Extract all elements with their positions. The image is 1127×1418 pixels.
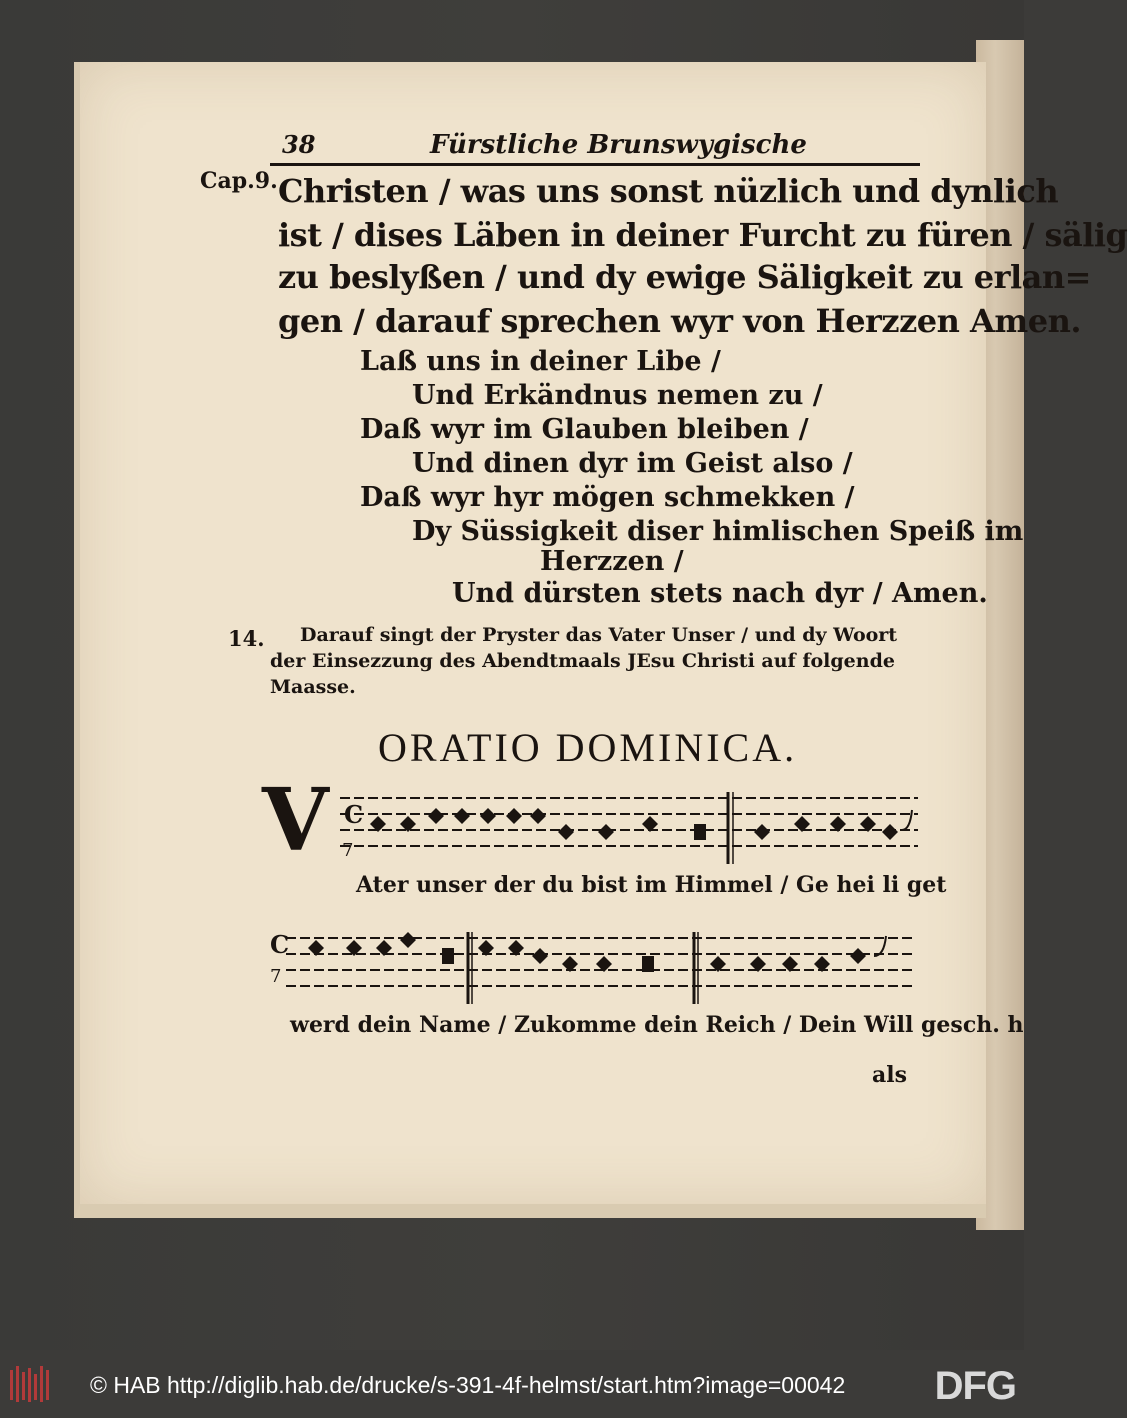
oratio-title: ORATIO DOMINICA.	[378, 725, 798, 770]
staff2-clef: C	[270, 930, 290, 959]
poem-line-2: Und Erkändnus nemen zu /	[412, 380, 823, 411]
poem-line-8: Und dürsten stets nach dyr / Amen.	[452, 578, 988, 609]
lyrics-line-2: werd dein Name / Zukomme dein Reich / Dein Will gesch. h	[290, 1012, 1024, 1038]
staff1-clef: C	[344, 800, 364, 829]
section-line-1: Darauf singt der Pryster das Vater Unser / und dy Woort	[300, 624, 898, 646]
music-staff-1	[330, 790, 920, 870]
copyright-url[interactable]: © HAB http://diglib.hab.de/drucke/s-391-4f-helmst/start.htm?image=00042	[90, 1372, 846, 1398]
dfg-logo: DFG	[934, 1364, 1016, 1408]
chapter-marker: Cap.9.	[200, 168, 278, 194]
body-line-2: ist / dises Läben in deiner Furcht zu füren / sälig	[278, 216, 1127, 254]
section-line-2: der Einsezzung des Abendtmaals JEsu Christi auf folgende	[270, 650, 895, 672]
poem-line-4: Und dinen dyr im Geist also /	[412, 448, 853, 479]
running-head: Fürstliche Brunswygische	[430, 130, 807, 160]
poem-line-3: Daß wyr im Glauben bleiben /	[360, 414, 809, 445]
header-rule	[270, 163, 920, 166]
music-staff-2	[282, 930, 918, 1010]
lyrics-line-1: Ater unser der du bist im Himmel / Ge hei li get	[356, 872, 947, 898]
section-line-3: Maasse.	[270, 676, 356, 698]
poem-line-7: Herzzen /	[540, 546, 684, 577]
initial-letter: V	[262, 770, 329, 871]
section-number: 14.	[228, 626, 265, 651]
poem-line-1: Laß uns in deiner Libe /	[360, 346, 721, 377]
poem-line-5: Daß wyr hyr mögen schmekken /	[360, 482, 855, 513]
viewer-footer	[0, 1350, 1024, 1418]
hab-logo-icon	[8, 1364, 52, 1404]
catchword: als	[872, 1062, 907, 1088]
body-line-1: Christen / was uns sonst nüzlich und dynlich	[278, 172, 1059, 210]
body-line-4: gen / darauf sprechen wyr von Herzzen Amen.	[278, 302, 1081, 340]
poem-line-6: Dy Süssigkeit diser himlischen Speiß im	[412, 516, 1024, 547]
page-number: 38	[282, 130, 316, 159]
staff2-clef-low: 7	[270, 966, 282, 987]
body-line-3: zu beslyßen / und dy ewige Säligkeit zu erlan=	[278, 258, 1091, 296]
staff1-clef-low: 7	[342, 840, 354, 861]
